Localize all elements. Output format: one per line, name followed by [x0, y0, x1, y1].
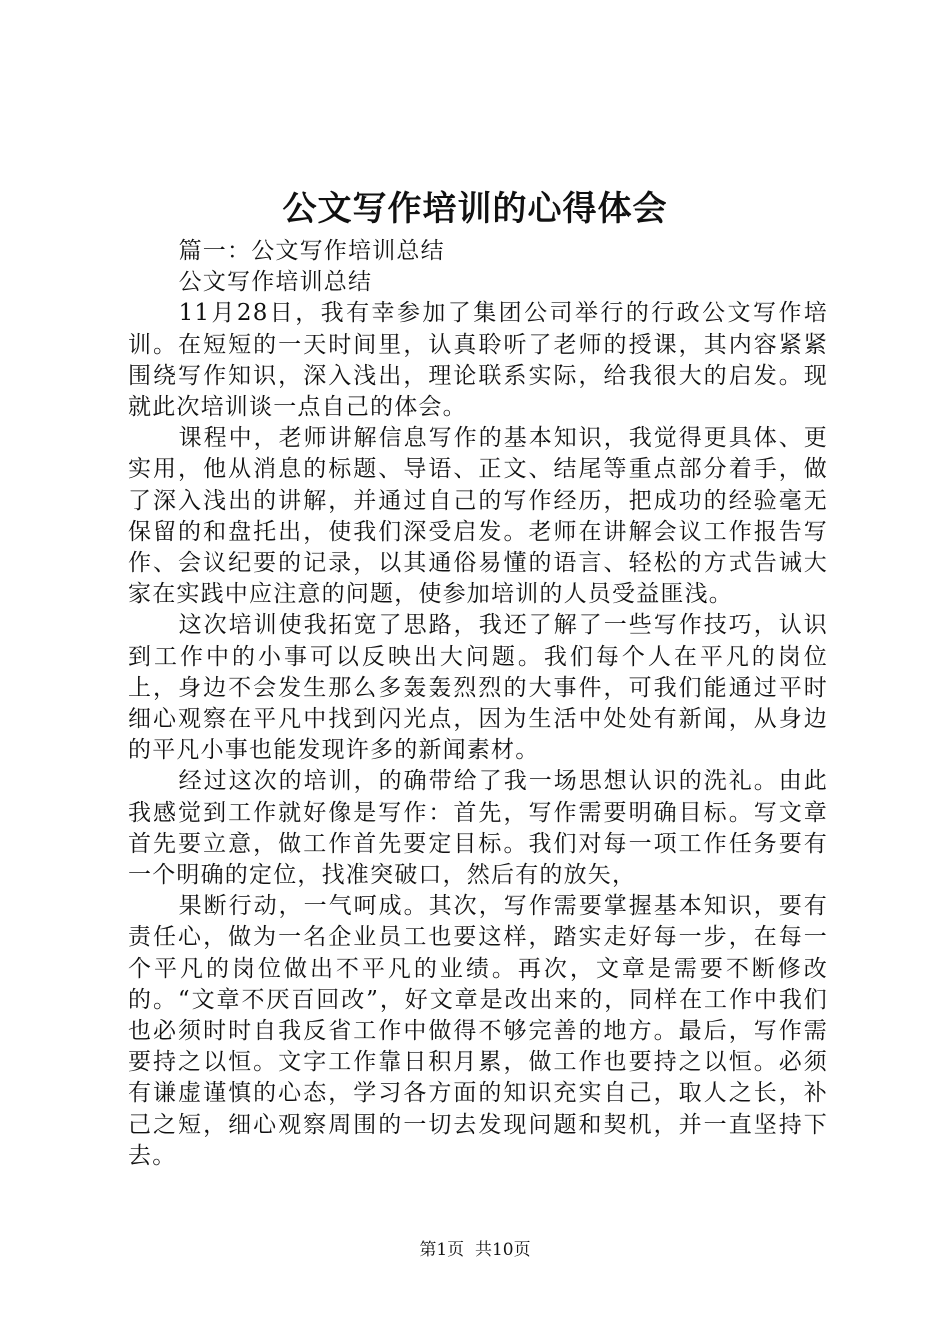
page-footer	[0, 1238, 950, 1262]
body-paragraph: 果断行动，一气呵成。其次，写作需要掌握基本知识，要有责任心，做为一名企业员工也要这样，踏实走好每一步，在每一个平凡的岗位做出不平凡的业绩。再次，文章是需要不断修改的。“文章不厌百回改”，好文章是改出来的，同样在工作中我们也必须时时自我反省工作中做得不够完善的地方。最后，写作需要持之以恒。文字工作靠日积月累，做工作也要持之以恒。必须有谦虚谨慎的心态，学习各方面的知识充实自己，取人之长，补己之短，细心观察周围的一切去发现问题和契机，并一直坚持下去。	[128, 893, 828, 1169]
body-paragraph: 经过这次的培训，的确带给了我一场思想认识的洗礼。由此我感觉到工作就好像是写作：首先，写作需要明确目标。写文章首先要立意，做工作首先要定目标。我们对每一项工作任务要有一个明确的定位，找准突破口，然后有的放矢，	[128, 768, 828, 889]
body-paragraph: 课程中，老师讲解信息写作的基本知识，我觉得更具体、更实用，他从消息的标题、导语、正文、结尾等重点部分着手，做了深入浅出的讲解，并通过自己的写作经历，把成功的经验毫无保留的和盘托出，使我们深受启发。老师在讲解会议工作报告写作、会议纪要的记录，以其通俗易懂的语言、轻松的方式告诫大家在实践中应注意的问题，使参加培训的人员受益匪浅。	[128, 425, 828, 608]
page-number: 第1页 共10页	[419, 1240, 531, 1260]
body-paragraph: 11月28日，我有幸参加了集团公司举行的行政公文写作培训。在短短的一天时间里，认真聆听了老师的授课，其内容紧紧围绕写作知识，深入浅出，理论联系实际，给我很大的启发。现就此次培训谈一点自己的体会。	[128, 300, 828, 421]
body-paragraph: 这次培训使我拓宽了思路，我还了解了一些写作技巧，认识到工作中的小事可以反映出大问题。我们每个人在平凡的岗位上，身边不会发生那么多轰轰烈烈的大事件，可我们能通过平时细心观察在平凡中找到闪光点，因为生活中处处有新闻，从身边的平凡小事也能发现许多的新闻素材。	[128, 612, 828, 764]
subsection-heading: 公文写作培训总结	[178, 269, 373, 296]
section-heading: 篇一：公文写作培训总结	[178, 238, 445, 264]
document-body	[128, 236, 828, 1172]
document-title: 公文写作培训的心得体会	[282, 189, 668, 229]
